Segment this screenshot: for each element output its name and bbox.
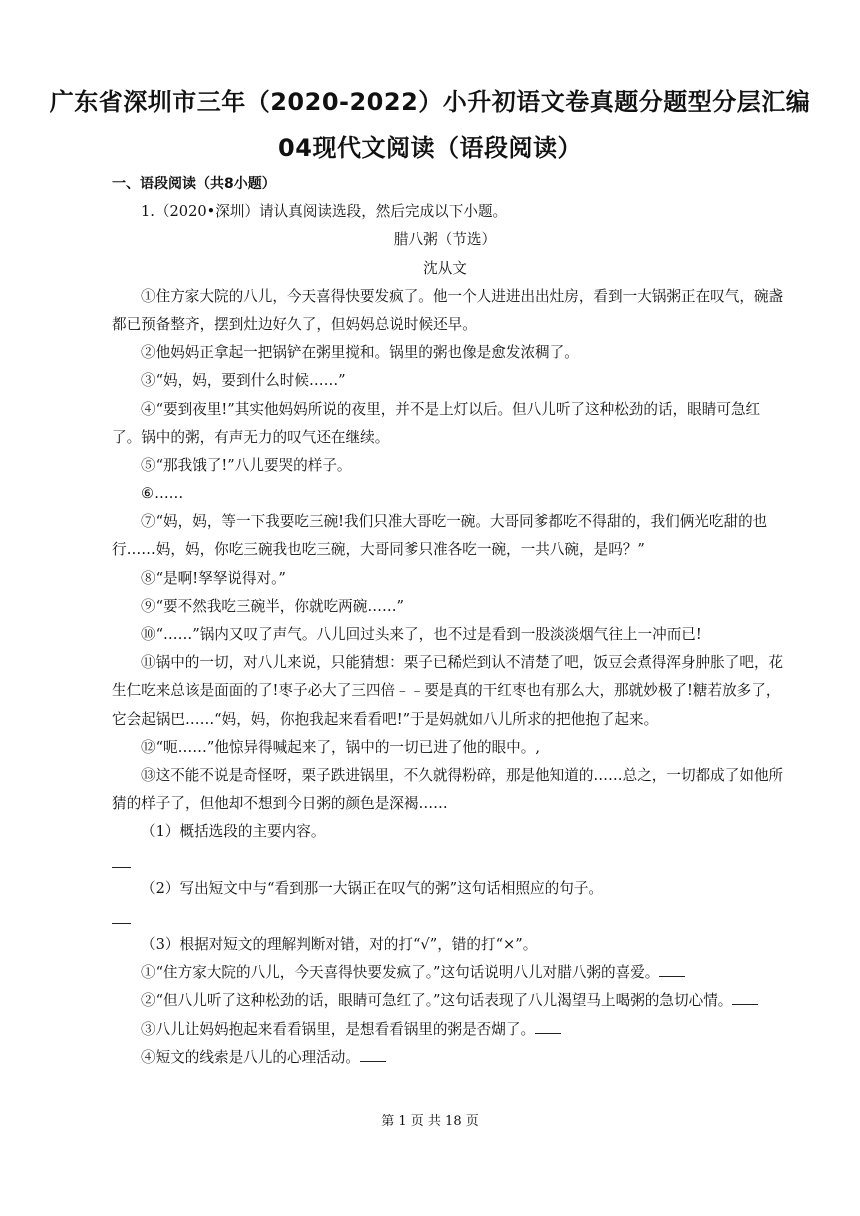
- paragraph-line: ⑤“那我饿了!”八儿要哭的样子。: [141, 456, 352, 474]
- paragraph-line: 行……妈，妈，你吃三碗我也吃三碗，大哥同爹只准各吃一碗，一共八碗，是吗？”: [112, 541, 645, 559]
- answer-blank-1[interactable]: [112, 847, 778, 875]
- answer-underline[interactable]: [112, 909, 131, 924]
- section-heading: 一、语段阅读（共8小题）: [112, 176, 276, 192]
- judgement-blank[interactable]: [732, 990, 758, 1005]
- passage-title: 腊八粥（节选）: [393, 231, 497, 249]
- answer-blank-2[interactable]: [112, 903, 778, 931]
- judgement-item: [112, 959, 778, 987]
- paragraph-line: 生仁吃来总该是面面的了!枣子必大了三四倍﹣﹣要是真的干红枣也有那么大，那就妙极了!糖若放多了，: [112, 682, 781, 700]
- question-3: （3）根据对短文的理解判断对错，对的打“√”，错的打“×”。: [141, 936, 538, 954]
- paragraph-line: ⑬这不能不说是奇怪呀，栗子跌进锅里，不久就得粉碎，那是他知道的……总之，一切都成了如他所: [141, 766, 784, 784]
- judgement-item: [112, 1044, 778, 1072]
- paragraph-line: 了。锅中的粥，有声无力的叹气还在继续。: [112, 428, 390, 446]
- question-1: （1）概括选段的主要内容。: [141, 823, 326, 841]
- paragraph-line: 都已预备整齐，摆到灶边好久了，但妈妈总说时候还早。: [112, 315, 477, 333]
- paragraph-line: 猜的样子了，但他却不想到今日粥的颜色是深褐……: [112, 795, 448, 813]
- judgement-text: ②“但八儿听了这种松劲的话，眼睛可急红了。”这句话表现了八儿渴望马上喝粥的急切心情。: [141, 992, 733, 1010]
- paragraph-line: ②他妈妈正拿起一把锅铲在粥里搅和。锅里的粥也像是愈发浓稠了。: [141, 344, 579, 362]
- paragraph-line: ⑧“是啊!孥孥说得对。”: [141, 569, 286, 587]
- judgement-text: ①“住方家大院的八儿，今天喜得快要发疯了。”这句话说明八儿对腊八粥的喜爱。: [141, 964, 660, 982]
- answer-underline[interactable]: [112, 853, 131, 868]
- doc-title-line1: 广东省深圳市三年（2020-2022）小升初语文卷真题分题型分层汇编: [49, 88, 811, 116]
- passage-author: 沈从文: [423, 259, 467, 277]
- paragraph-line: ④“要到夜里!”其实他妈妈所说的夜里，并不是上灯以后。但八儿听了这种松劲的话，眼睛可急红: [141, 400, 761, 418]
- judgement-item: [112, 1016, 778, 1044]
- paragraph-line: ③“妈，妈，要到什么时候……”: [141, 372, 346, 390]
- paragraph-line: ⑩“……”锅内又叹了声气。八儿回过头来了，也不过是看到一股淡淡烟气往上一冲而已!: [141, 626, 702, 643]
- paragraph-line: 它会起锅巴……“妈，妈，你抱我起来看看吧!”于是妈就如八儿所求的把他抱了起来。: [112, 710, 659, 728]
- paragraph-line: ⑦“妈，妈，等一下我要吃三碗!我们只准大哥吃一碗。大哥同爹都吃不得甜的，我们俩光吃甜的也: [141, 513, 768, 531]
- judgement-text: ④短文的线索是八儿的心理活动。: [141, 1048, 360, 1066]
- paragraph-line: ⑪锅中的一切，对八儿来说，只能猜想：栗子已稀烂到认不清楚了吧，饭豆会煮得浑身肿胀了吧，花: [141, 654, 784, 672]
- paragraph-line: ⑥……: [141, 485, 184, 503]
- passage-body: [112, 283, 784, 819]
- judgement-blank[interactable]: [535, 1019, 561, 1034]
- paragraph-line: ⑫“呃……”他惊异得喊起来了，锅中的一切已进了他的眼中。,: [141, 738, 541, 756]
- page-content: [112, 170, 784, 1072]
- judgement-item: [112, 987, 778, 1015]
- doc-title-line2: 04现代文阅读（语段阅读）: [278, 134, 582, 162]
- question-2: （2）写出短文中与“看到那一大锅正在叹气的粥”这句话相照应的句子。: [141, 879, 604, 897]
- judgement-text: ③八儿让妈妈抱起来看看锅里，是想看看锅里的粥是否煳了。: [141, 1020, 536, 1038]
- judgement-blank[interactable]: [659, 962, 685, 977]
- page-footer: 第 1 页 共 18 页: [381, 1114, 479, 1129]
- paragraph-line: ⑨“要不然我吃三碗半，你就吃两碗……”: [141, 597, 405, 615]
- judgement-blank[interactable]: [360, 1047, 386, 1062]
- paragraph-line: ①住方家大院的八儿，今天喜得快要发疯了。他一个人进进出出灶房，看到一大锅粥正在叹气，碗盏: [141, 287, 784, 305]
- question-intro: 1.（2020•深圳）请认真阅读选段，然后完成以下小题。: [141, 203, 508, 221]
